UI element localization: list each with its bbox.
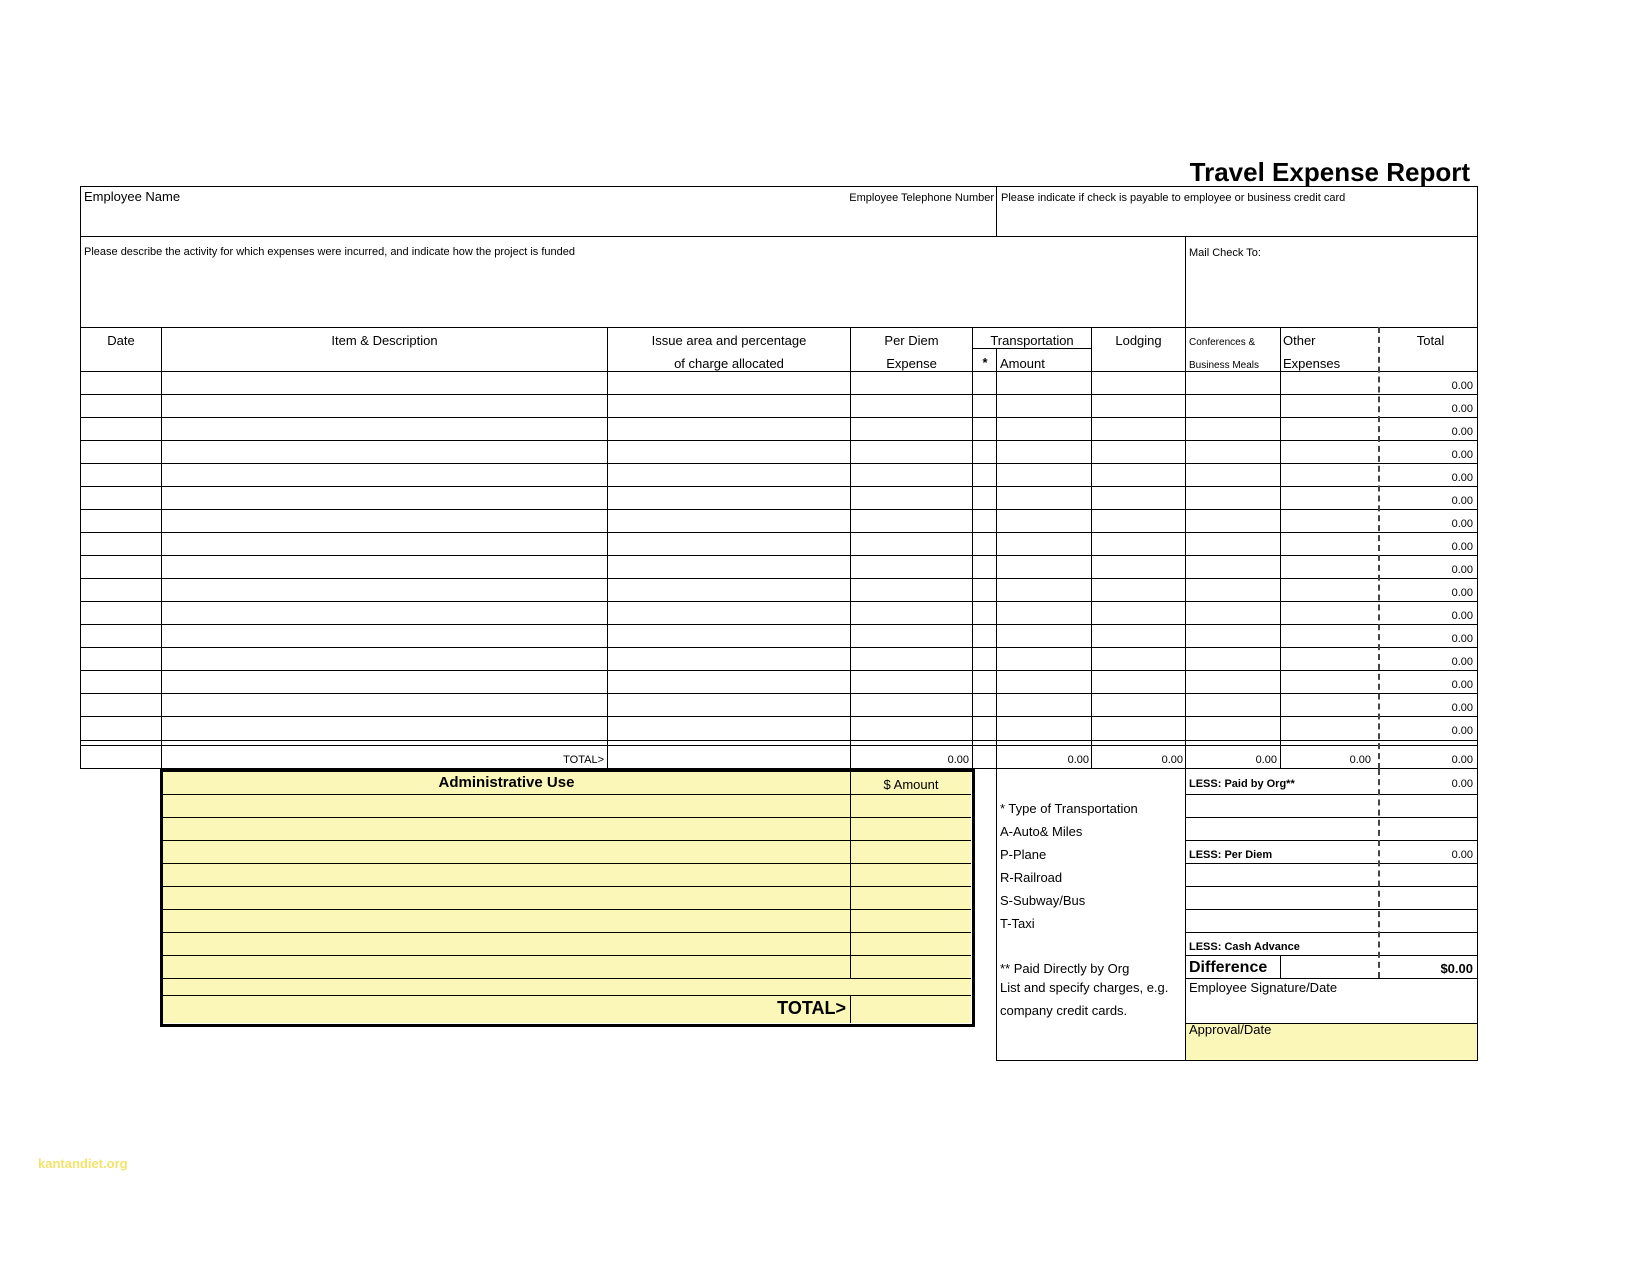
admin-total-label: TOTAL> [777,998,846,1018]
row-total: 0.00 [1451,679,1473,691]
transport-type-item: P-Plane [1000,847,1047,862]
difference-label: Difference [1189,959,1268,976]
page-title: Travel Expense Report [1189,157,1470,187]
list-charges-note-line2: company credit cards. [1000,1003,1128,1018]
less-paid-value: 0.00 [1451,778,1473,790]
employee-phone-label: Employee Telephone Number [849,192,994,204]
totals-label: TOTAL> [563,754,604,766]
signature-label: Employee Signature/Date [1189,980,1338,995]
transport-type-item: R-Railroad [1000,870,1063,885]
row-total: 0.00 [1451,633,1473,645]
watermark: kantandiet.org [38,1156,128,1171]
transport-type-item: S-Subway/Bus [1000,893,1086,908]
transport-type-heading: * Type of Transportation [1000,801,1138,816]
employee-name-label: Employee Name [84,189,181,204]
row-total: 0.00 [1451,380,1473,392]
col-perdiem-line1: Per Diem [884,333,939,348]
row-total: 0.00 [1451,702,1473,714]
row-total: 0.00 [1451,495,1473,507]
total-conferences: 0.00 [1255,754,1277,766]
total-transport: 0.00 [1067,754,1089,766]
col-issue-line1: Issue area and percentage [651,333,807,348]
row-total: 0.00 [1451,518,1473,530]
transport-type-item: A-Auto& Miles [1000,824,1083,839]
list-charges-note-line1: List and specify charges, e.g. [1000,980,1169,995]
approval-label: Approval/Date [1189,1022,1272,1037]
less-paid-label: LESS: Paid by Org** [1189,778,1295,790]
admin-amount-label: $ Amount [883,777,939,792]
col-lodging: Lodging [1115,333,1162,348]
admin-use-border [160,769,975,1027]
col-total: Total [1416,333,1445,348]
col-conf-line1: Conferences & [1189,337,1256,348]
col-conf-line2: Business Meals [1189,360,1260,371]
row-total: 0.00 [1451,656,1473,668]
col-date: Date [107,333,135,348]
row-total: 0.00 [1451,564,1473,576]
admin-use-title: Administrative Use [438,774,575,791]
paid-directly-note: ** Paid Directly by Org [1000,961,1130,976]
col-transport: Transportation [990,333,1074,348]
transport-type-item: T-Taxi [1000,916,1035,931]
activity-label: Please describe the activity for which expenses were incurred, and indicate how the project is funded [84,246,575,258]
row-total: 0.00 [1451,472,1473,484]
total-other: 0.00 [1349,754,1371,766]
row-total: 0.00 [1451,541,1473,553]
row-total: 0.00 [1451,449,1473,461]
row-total: 0.00 [1451,587,1473,599]
total-grand: 0.00 [1451,754,1473,766]
less-cash-label: LESS: Cash Advance [1189,941,1300,953]
total-lodging: 0.00 [1161,754,1183,766]
col-issue-line2: of charge allocated [674,356,784,371]
row-total: 0.00 [1451,610,1473,622]
total-per-diem: 0.00 [947,754,969,766]
col-item: Item & Description [331,333,438,348]
payable-label: Please indicate if check is payable to employee or business credit card [1001,192,1346,204]
row-total: 0.00 [1451,426,1473,438]
row-total: 0.00 [1451,725,1473,737]
col-transport-amount: Amount [1000,356,1045,371]
mail-check-label: Mail Check To: [1189,247,1261,259]
col-other-line2: Expenses [1283,356,1341,371]
row-total: 0.00 [1451,403,1473,415]
less-perdiem-value: 0.00 [1451,849,1473,861]
col-other-line1: Other [1283,333,1316,348]
difference-value: $0.00 [1440,961,1473,976]
col-transport-type: * [982,355,988,370]
col-perdiem-line2: Expense [886,356,937,371]
less-perdiem-label: LESS: Per Diem [1189,849,1273,861]
